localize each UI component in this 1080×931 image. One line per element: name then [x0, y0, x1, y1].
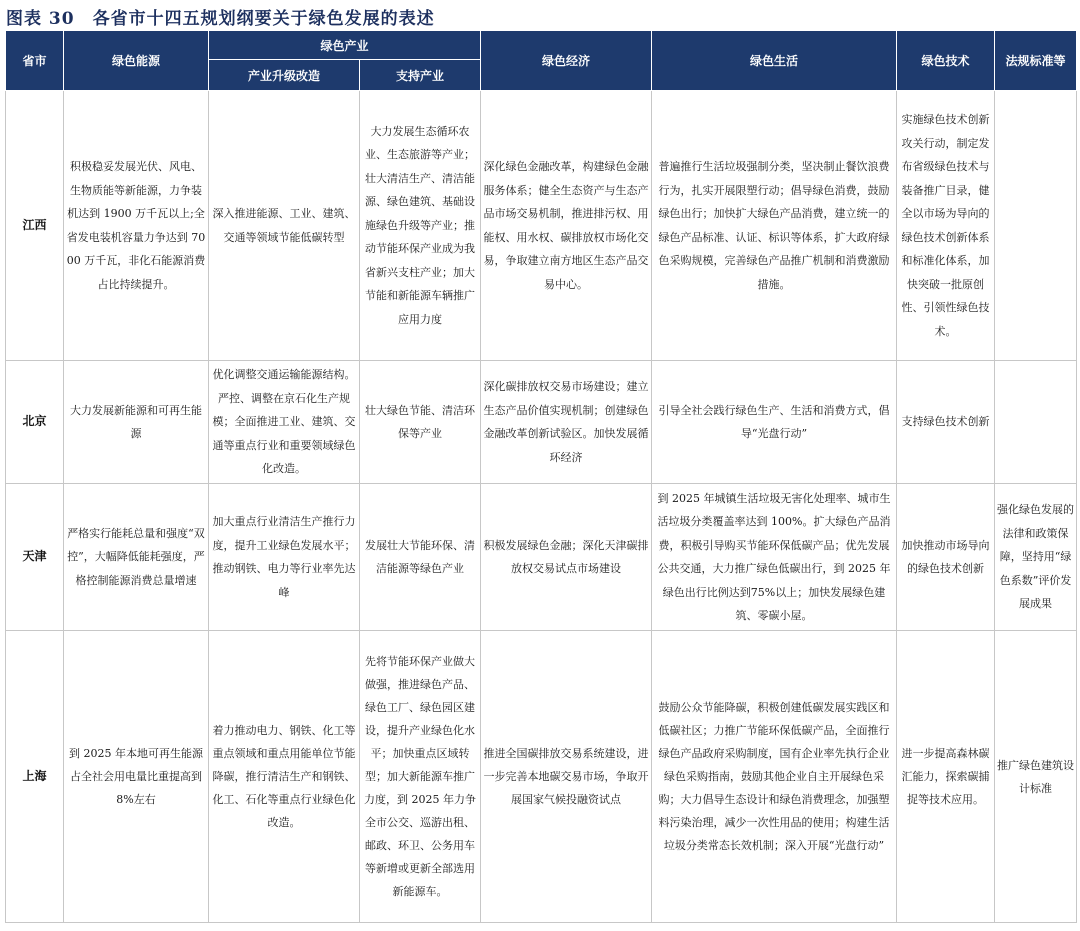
header-regulations: 法规标准等	[995, 31, 1077, 91]
cell-regulations: 强化绿色发展的法律和政策保障，坚持用“绿色系数”评价发展成果	[995, 484, 1077, 631]
cell-regulations	[995, 361, 1077, 484]
cell-green-tech: 实施绿色技术创新攻关行动，制定发布省级绿色技术与装备推广目录，健全以市场为导向的绿色技术创新体系和标准化体系，加快突破一批原创性、引领性绿色技术。	[897, 91, 995, 361]
cell-industry-upgrade: 优化调整交通运输能源结构。严控、调整在京石化生产规模；全面推进工业、建筑、交通等重点行业和重要领域绿色化改造。	[209, 361, 360, 484]
table-row-shanghai	[6, 631, 1077, 923]
cell-supporting-industry: 壮大绿色节能、清洁环保等产业	[360, 361, 481, 484]
header-green-life: 绿色生活	[652, 31, 897, 91]
header-green-economy: 绿色经济	[481, 31, 652, 91]
table-header	[6, 31, 1077, 91]
cell-supporting-industry: 先将节能环保产业做大做强，推进绿色产品、绿色工厂、绿色园区建设，提升产业绿色化水平；加快重点区域转型；加大新能源车推广力度，到 2025 年力争全市公交、巡游出租、邮政、环卫、公务用车等新增或更新全部选用新能源车。	[360, 631, 481, 923]
cell-province: 天津	[6, 484, 64, 631]
cell-green-life: 引导全社会践行绿色生产、生活和消费方式，倡导“光盘行动”	[652, 361, 897, 484]
cell-green-economy: 积极发展绿色金融；深化天津碳排放权交易试点市场建设	[481, 484, 652, 631]
cell-green-life: 到 2025 年城镇生活垃圾无害化处理率、城市生活垃圾分类覆盖率达到 100%。扩大绿色产品消费，积极引导购买节能环保低碳产品；优先发展公共交通，大力推广绿色低碳出行，到 2025 年绿色出行比例达到75%以上；加快发展绿色建筑、零碳小屋。	[652, 484, 897, 631]
cell-green-tech: 加快推动市场导向的绿色技术创新	[897, 484, 995, 631]
cell-green-energy: 严格实行能耗总量和强度“双控”，大幅降低能耗强度，严格控制能源消费总量增速	[64, 484, 209, 631]
header-industry-upgrade: 产业升级改造	[209, 60, 360, 91]
table-row-tianjin	[6, 484, 1077, 631]
cell-green-energy: 到 2025 年本地可再生能源占全社会用电量比重提高到 8%左右	[64, 631, 209, 923]
cell-green-energy: 大力发展新能源和可再生能源	[64, 361, 209, 484]
header-supporting-industry: 支持产业	[360, 60, 481, 91]
cell-green-economy: 深化碳排放权交易市场建设；建立生态产品价值实现机制；创建绿色金融改革创新试验区。加快发展循环经济	[481, 361, 652, 484]
cell-green-economy: 深化绿色金融改革，构建绿色金融服务体系；健全生态资产与生态产品市场交易机制，推进排污权、用能权、用水权、碳排放权市场化交易，争取建立南方地区生态产品交易中心。	[481, 91, 652, 361]
table-row-jiangxi	[6, 91, 1077, 361]
cell-green-tech: 支持绿色技术创新	[897, 361, 995, 484]
cell-province: 上海	[6, 631, 64, 923]
cell-industry-upgrade: 深入推进能源、工业、建筑、交通等领域节能低碳转型	[209, 91, 360, 361]
header-green-industry: 绿色产业	[209, 31, 481, 60]
cell-green-economy: 推进全国碳排放交易系统建设，进一步完善本地碳交易市场，争取开展国家气候投融资试点	[481, 631, 652, 923]
header-province: 省市	[6, 31, 64, 91]
cell-green-life: 普遍推行生活垃圾强制分类，坚决制止餐饮浪费行为，扎实开展限塑行动；倡导绿色消费，鼓励绿色出行；加快扩大绿色产品消费，建立统一的绿色产品标准、认证、标识等体系，扩大政府绿色采购规模，完善绿色产品推广机制和消费激励措施。	[652, 91, 897, 361]
table-body	[6, 91, 1077, 923]
green-development-table	[5, 30, 1077, 923]
header-green-tech: 绿色技术	[897, 31, 995, 91]
cell-regulations	[995, 91, 1077, 361]
table-row-beijing	[6, 361, 1077, 484]
cell-supporting-industry: 发展壮大节能环保、清洁能源等绿色产业	[360, 484, 481, 631]
cell-province: 北京	[6, 361, 64, 484]
figure-label: 图表 30	[6, 9, 75, 29]
figure-title: 各省市十四五规划纲要关于绿色发展的表述	[92, 9, 435, 29]
cell-green-life: 鼓励公众节能降碳，积极创建低碳发展实践区和低碳社区；力推广节能环保低碳产品，全面推行绿色产品政府采购制度，国有企业率先执行企业绿色采购指南，鼓励其他企业自主开展绿色采购；大力倡导生态设计和绿色消费理念，加强塑料污染治理，减少一次性用品的使用；构建生活垃圾分类常态长效机制；深入开展“光盘行动”	[652, 631, 897, 923]
cell-province: 江西	[6, 91, 64, 361]
cell-green-energy: 积极稳妥发展光伏、风电、生物质能等新能源，力争装机达到 1900 万千瓦以上;全省发电装机容量力争达到 7000 万千瓦，非化石能源消费占比持续提升。	[64, 91, 209, 361]
cell-industry-upgrade: 加大重点行业清洁生产推行力度，提升工业绿色发展水平；推动钢铁、电力等行业率先达峰	[209, 484, 360, 631]
cell-supporting-industry: 大力发展生态循环农业、生态旅游等产业；壮大清洁生产、清洁能源、绿色建筑、基础设施绿色升级等产业；推动节能环保产业成为我省新兴支柱产业；加大节能和新能源车辆推广应用力度	[360, 91, 481, 361]
cell-industry-upgrade: 着力推动电力、钢铁、化工等重点领域和重点用能单位节能降碳，推行清洁生产和钢铁、化工、石化等重点行业绿色化改造。	[209, 631, 360, 923]
cell-regulations: 推广绿色建筑设计标准	[995, 631, 1077, 923]
cell-green-tech: 进一步提高森林碳汇能力，探索碳捕捉等技术应用。	[897, 631, 995, 923]
header-green-energy: 绿色能源	[64, 31, 209, 91]
figure-caption	[6, 4, 435, 28]
